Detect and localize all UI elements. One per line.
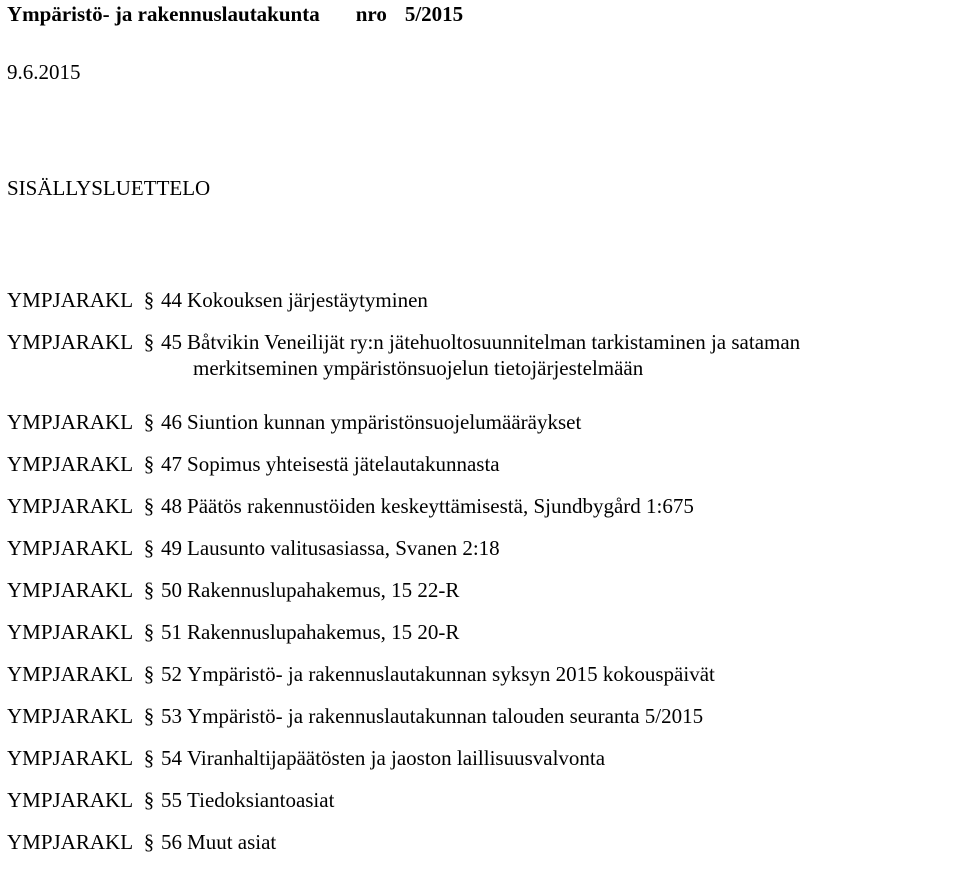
toc-item-code: YMPJARAKL [7, 830, 134, 854]
toc-item-title: Rakennuslupahakemus, 15 20-R [187, 620, 460, 644]
toc-item-number: 44 [161, 288, 183, 312]
section-sign: § [143, 330, 155, 354]
section-sign: § [143, 830, 155, 854]
toc-item-body [161, 787, 334, 829]
section-sign: § [143, 452, 155, 476]
toc-item-code: YMPJARAKL [7, 704, 134, 728]
toc-item-title: Viranhaltijapäätösten ja jaoston laillisuusvalvonta [187, 746, 606, 770]
toc-item-title: Muut asiat [187, 830, 277, 854]
toc-item-body [161, 329, 800, 409]
toc-item-number: 50 [161, 578, 183, 602]
toc-item-first-line [161, 409, 581, 435]
toc-item-title: Kokouksen järjestäytyminen [187, 288, 428, 312]
toc-item-title: Siuntion kunnan ympäristönsuojelumääräykset [187, 410, 582, 434]
section-sign: § [143, 578, 155, 602]
toc-item-body [161, 287, 428, 329]
toc-item-code: YMPJARAKL [7, 788, 134, 812]
toc-item-body [161, 745, 605, 787]
toc-item [7, 787, 957, 829]
toc-item-title: Ympäristö- ja rakennuslautakunnan syksyn 2015 kokouspäivät [187, 662, 715, 686]
toc-item [7, 329, 957, 409]
toc-item-number: 48 [161, 494, 183, 518]
toc-item-body [161, 577, 459, 619]
toc-item-code: YMPJARAKL [7, 288, 134, 312]
meeting-number: 5/2015 [404, 2, 464, 26]
section-sign: § [143, 536, 155, 560]
toc-item-first-line [161, 703, 703, 729]
toc-item-code: YMPJARAKL [7, 410, 134, 434]
toc-item-number: 49 [161, 536, 183, 560]
toc-item-code: YMPJARAKL [7, 746, 134, 770]
toc-item-body [161, 451, 500, 493]
committee-name: Ympäristö- ja rakennuslautakunta [7, 2, 320, 26]
toc-item-first-line [161, 287, 428, 313]
section-sign: § [143, 746, 155, 770]
toc-item [7, 577, 957, 619]
toc-item [7, 661, 957, 703]
toc-item-number: 55 [161, 788, 183, 812]
toc-item-body [161, 493, 694, 535]
toc-item-code: YMPJARAKL [7, 662, 134, 686]
toc-item-code: YMPJARAKL [7, 578, 134, 602]
toc-item-code: YMPJARAKL [7, 620, 134, 644]
toc-item [7, 745, 957, 787]
toc-item-number: 51 [161, 620, 183, 644]
toc-item [7, 493, 957, 535]
toc-item-code: YMPJARAKL [7, 452, 134, 476]
section-sign: § [143, 620, 155, 644]
toc-item-code: YMPJARAKL [7, 330, 134, 354]
toc-title: SISÄLLYSLUETTELO [7, 176, 211, 200]
toc-item-first-line [161, 493, 694, 519]
toc-item-first-line [161, 829, 276, 855]
toc-item-number: 53 [161, 704, 183, 728]
toc-item-body [161, 409, 581, 451]
number-label: nro [355, 2, 387, 26]
toc-item-number: 52 [161, 662, 183, 686]
toc-item-title: Rakennuslupahakemus, 15 22-R [187, 578, 460, 602]
toc-item-first-line [161, 619, 459, 645]
toc-item [7, 409, 957, 451]
toc-item-first-line [161, 329, 800, 355]
toc-item-number: 47 [161, 452, 183, 476]
toc-item-title: Päätös rakennustöiden keskeyttämisestä, Sjundbygård 1:675 [187, 494, 694, 518]
toc-item-title-continued: merkitseminen ympäristönsuojelun tietojärjestelmään [193, 356, 644, 380]
toc-item-number: 56 [161, 830, 183, 854]
table-of-contents [7, 287, 957, 871]
section-sign: § [143, 704, 155, 728]
toc-item [7, 619, 957, 661]
toc-item-title: Ympäristö- ja rakennuslautakunnan talouden seuranta 5/2015 [187, 704, 704, 728]
toc-item [7, 703, 957, 745]
toc-item-first-line [161, 535, 500, 561]
toc-item-body [161, 661, 715, 703]
toc-item-title: Sopimus yhteisestä jätelautakunnasta [187, 452, 500, 476]
meeting-date: 9.6.2015 [7, 60, 81, 84]
toc-item-body [161, 829, 276, 871]
section-sign: § [143, 494, 155, 518]
section-sign: § [143, 788, 155, 812]
toc-item-body [161, 703, 703, 745]
toc-item-title: Båtvikin Veneilijät ry:n jätehuoltosuunnitelman tarkistaminen ja sataman [187, 330, 801, 354]
toc-item-title: Lausunto valitusasiassa, Svanen 2:18 [187, 536, 500, 560]
toc-item [7, 451, 957, 493]
toc-item-first-line [161, 745, 605, 771]
toc-item-code: YMPJARAKL [7, 536, 134, 560]
toc-item-code: YMPJARAKL [7, 494, 134, 518]
toc-item-body [161, 619, 459, 661]
section-sign: § [143, 662, 155, 686]
toc-item-first-line [161, 661, 715, 687]
document-header [7, 1, 463, 27]
toc-item-first-line [161, 787, 334, 813]
section-sign: § [143, 288, 155, 312]
toc-item [7, 287, 957, 329]
toc-item-body [161, 535, 500, 577]
toc-item-title: Tiedoksiantoasiat [187, 788, 335, 812]
toc-item [7, 535, 957, 577]
toc-item-number: 54 [161, 746, 183, 770]
section-sign: § [143, 410, 155, 434]
toc-item-number: 45 [161, 330, 183, 354]
toc-item [7, 829, 957, 871]
toc-item-first-line [161, 577, 459, 603]
toc-item-first-line [161, 451, 500, 477]
toc-item-number: 46 [161, 410, 183, 434]
